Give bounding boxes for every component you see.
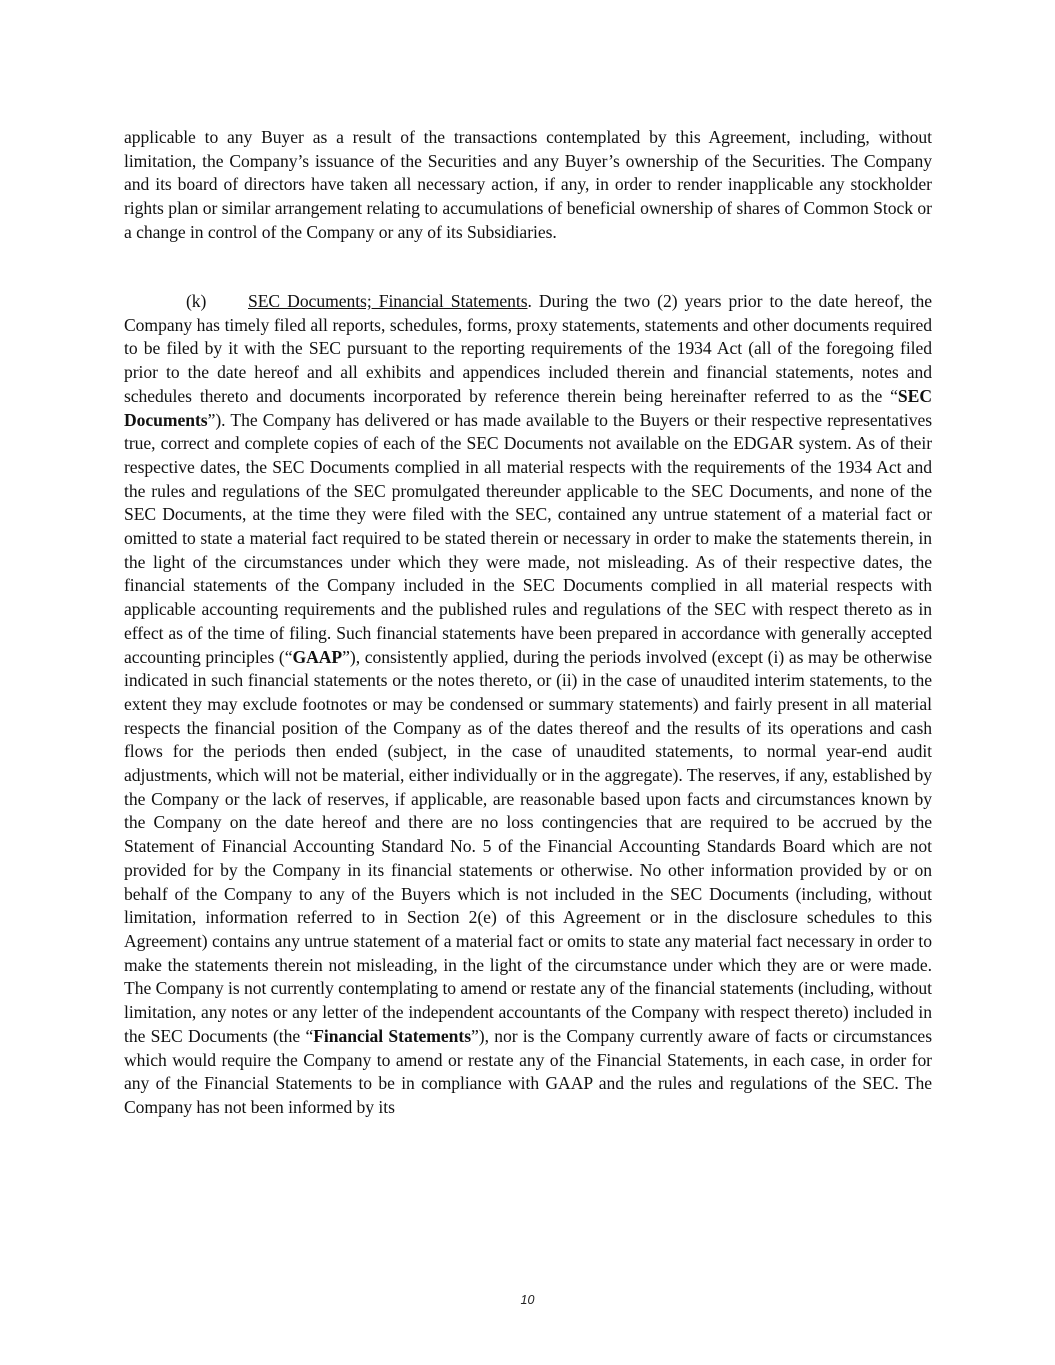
- section-label: (k): [186, 291, 207, 311]
- section-heading: SEC Documents; Financial Statements: [248, 291, 528, 311]
- section-text: ”), consistently applied, during the periods involved (except (i) as may be otherwise indicated in such financial statements or the notes thereto, or (ii) in the case of unaudited interim statements, to the extent they may exclude footnotes or may be condensed or summary statements) and fairly present in all material respects the financial position of the Company as of the dates thereof and the results of its operations and cash flows for the periods then ended (subject, in the case of unaudited statements, to normal year-end audit adjustments, which will not be material, either individually or in the aggregate). The reserves, if any, established by the Company or the lack of reserves, if applicable, are reasonable based upon facts and circumstances known by the Company on the date hereof and there are no loss contingencies that are required to be accrued by the Statement of Financial Accounting Standard No. 5 of the Financial Accounting Standards Board which are not provided for by the Company in its financial statements or otherwise. No other information provided by or on behalf of the Company to any of the Buyers which is not included in the SEC Documents (including, without limitation, information referred to in Section 2(e) of this Agreement or in the disclosure schedules to this Agreement) contains any untrue statement of a material fact or omits to state any material fact necessary in order to make the statements therein not misleading, in the light of the circumstance under which they are or were made. The Company is not currently contemplating to amend or restate any of the financial statements (including, without limitation, any notes or any letter of the independent accountants of the Company with respect thereto) included in the SEC Documents (the “: [124, 646, 932, 1046]
- section-text: ”), nor is the Company currently aware of facts or circumstances which would require the Company to amend or restate any of the Financial Statements, in each case, in order for any of the Financial Statements to be in compliance with GAAP and the rules and regulations of the SEC. The Company has not been informed by its: [124, 1025, 932, 1117]
- defined-term-financial-statements: Financial Statements: [313, 1025, 471, 1046]
- defined-term-gaap: GAAP: [292, 646, 343, 667]
- defined-term-sec-documents: SEC Documents: [124, 385, 932, 430]
- section-text: . During the two (2) years prior to the date hereof, the Company has timely filed all reports, schedules, forms, proxy statements, statements and other documents required to be filed by it with the SEC pursuant to the reporting requirements of the 1934 Act (all of the foregoing filed prior to the date hereof and all exhibits and appendices included therein and financial statements, notes and schedules thereto and documents incorporated by reference therein being hereinafter referred to as the “: [124, 291, 932, 406]
- section-k-paragraph: [124, 290, 932, 1120]
- page-number: 10: [520, 1293, 535, 1307]
- paragraph-continuation: applicable to any Buyer as a result of the transactions contemplated by this Agreement, including, without limitation, the Company’s issuance of the Securities and any Buyer’s ownership of the Securities. The Company and its board of directors have taken all necessary action, if any, in order to render inapplicable any stockholder rights plan or similar arrangement relating to accumulations of beneficial ownership of shares of Common Stock or a change in control of the Company or any of its Subsidiaries.: [124, 127, 932, 242]
- section-text: ”). The Company has delivered or has made available to the Buyers or their respective representatives true, correct and complete copies of each of the SEC Documents not available on the EDGAR system. As of their respective dates, the SEC Documents complied in all material respects with the requirements of the 1934 Act and the rules and regulations of the SEC promulgated thereunder applicable to the SEC Documents, and none of the SEC Documents, at the time they were filed with the SEC, contained any untrue statement of a material fact or omitted to state a material fact required to be stated therein or necessary in order to make the statements therein, in the light of the circumstances under which they were made, not misleading. As of their respective dates, the financial statements of the Company included in the SEC Documents complied in all material respects with applicable accounting requirements and the published rules and regulations of the SEC with respect thereto as in effect as of the time of filing. Such financial statements have been prepared in accordance with generally accepted accounting principles (“: [124, 409, 932, 667]
